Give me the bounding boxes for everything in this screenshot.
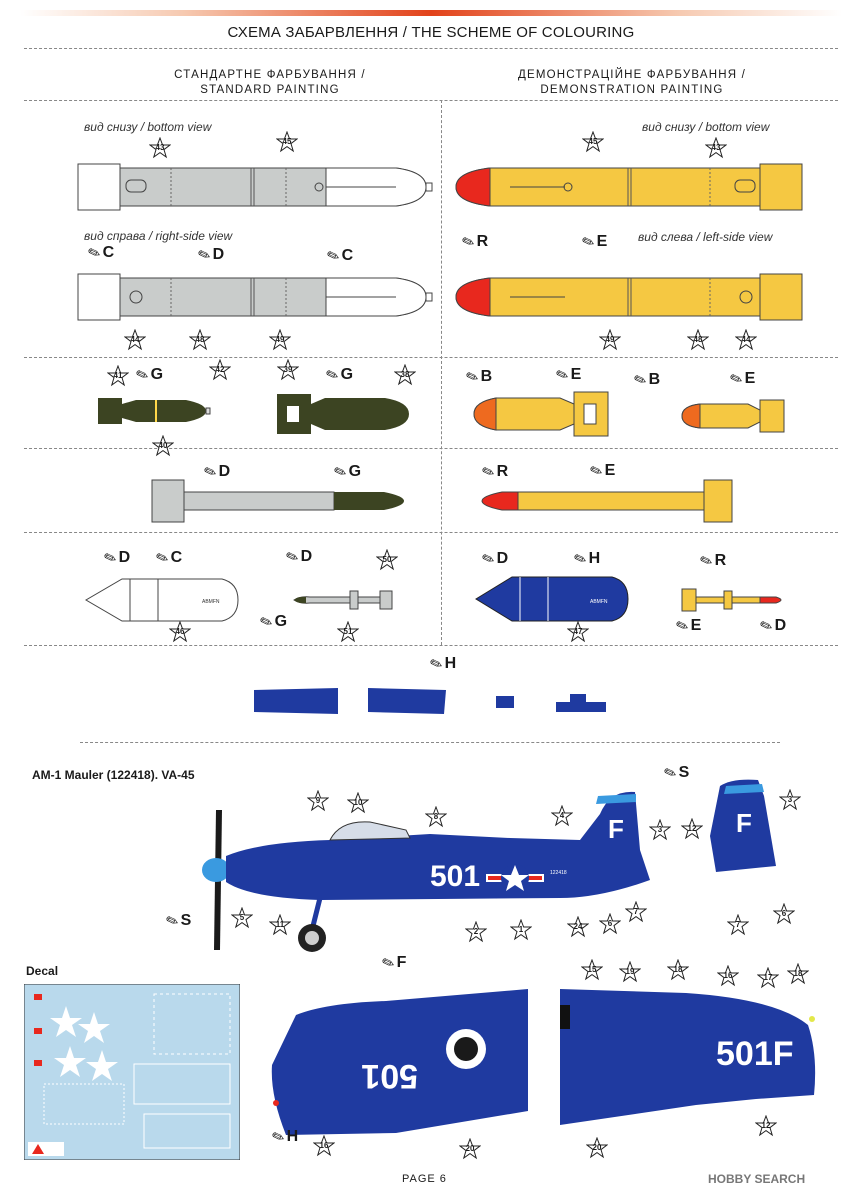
ref-star-16 (313, 1135, 335, 1157)
blue-parts-strip (250, 684, 610, 718)
brush-icon: ✎ (553, 365, 572, 386)
divider-4 (24, 532, 838, 533)
ref-star-6 (773, 903, 795, 925)
ref-star-label: 6 (781, 909, 787, 918)
wing-underside-right (556, 985, 821, 1140)
paint-ref-g-4: ✎ G (257, 612, 288, 633)
brush-icon: ✎ (463, 367, 482, 388)
ref-star-label: 44 (741, 335, 751, 344)
ref-star-label: 38 (400, 370, 410, 379)
tail-code: F (608, 814, 624, 844)
ref-star-18 (787, 963, 809, 985)
brush-icon: ✎ (479, 549, 498, 570)
bureau-number: 122418 (550, 870, 567, 876)
wing-code-inverted: 501 (361, 1057, 418, 1095)
ref-star-7 (727, 914, 749, 936)
divider-5 (24, 645, 838, 646)
bomb-large-standard (275, 388, 415, 440)
ref-star-9 (307, 790, 329, 812)
brush-icon: ✎ (257, 612, 276, 633)
standard-heading-en: STANDARD PAINTING (200, 84, 340, 96)
column-divider (441, 100, 442, 645)
ref-star-label: 19 (625, 967, 635, 976)
drop-tank-side-demo (450, 270, 810, 326)
page-number: PAGE 6 (402, 1173, 447, 1185)
ref-star-label: 46 (175, 627, 185, 636)
brush-icon: ✎ (631, 370, 650, 391)
brush-icon: ✎ (571, 549, 590, 570)
brush-icon: ✎ (727, 369, 746, 390)
ref-star-label: 10 (353, 798, 363, 807)
paint-ref-r: ✎ R (459, 232, 489, 253)
ref-star-50 (376, 549, 398, 571)
ref-star-label: 51 (343, 627, 353, 636)
demo-heading-ua: ДЕМОНСТРАЦІЙНЕ ФАРБУВАННЯ / (517, 69, 747, 81)
ref-star-label: 24 (573, 922, 583, 931)
paint-ref-g: ✎ G (133, 365, 164, 386)
drop-tank-bottom-demo (450, 160, 810, 216)
brush-icon: ✎ (201, 462, 220, 483)
ref-star-label: 16 (319, 1141, 329, 1150)
ref-star-label: 47 (573, 627, 583, 636)
ref-star-45 (276, 131, 298, 153)
rocket-demo (478, 478, 738, 524)
ref-star-51 (337, 621, 359, 643)
ref-star-label: 18 (673, 965, 683, 974)
brush-icon: ✎ (195, 245, 214, 266)
wing-underside-left (266, 985, 536, 1150)
brush-icon: ✎ (587, 461, 606, 482)
drop-tank-bottom-standard (76, 160, 436, 216)
paint-ref-h: ✎ H (571, 549, 601, 570)
brush-icon: ✎ (757, 616, 776, 637)
ref-star-18 (667, 959, 689, 981)
tail-code-right: F (736, 808, 752, 838)
ref-star-7 (625, 901, 647, 923)
pod-stencil: ABMFN (202, 599, 220, 605)
brush-icon: ✎ (269, 1127, 288, 1148)
paint-ref-d-2: ✎ D (201, 462, 231, 483)
brush-icon: ✎ (163, 911, 182, 932)
ref-star-12 (681, 818, 703, 840)
brush-icon: ✎ (153, 548, 172, 569)
paint-ref-b-2: ✎ B (631, 370, 661, 391)
ref-star-15 (581, 959, 603, 981)
ref-star-label: 5 (239, 913, 245, 922)
brush-icon: ✎ (579, 232, 598, 253)
drop-tank-side-standard (76, 270, 436, 326)
pod-demo (472, 573, 632, 625)
ref-star-label: 39 (283, 365, 293, 374)
ref-star-48 (687, 329, 709, 351)
ref-star-label: 1 (518, 925, 524, 934)
paint-ref-d: ✎ D (195, 245, 225, 266)
paint-ref-e-3: ✎ E (727, 369, 756, 390)
paint-ref-h-2: ✎ H (427, 654, 457, 675)
bomb-small-standard (96, 386, 216, 436)
brush-icon: ✎ (85, 243, 104, 264)
ref-star-2 (465, 921, 487, 943)
ref-star-19 (619, 961, 641, 983)
bomb-large-demo (470, 388, 610, 440)
paint-ref-s-2: ✎ S (163, 911, 192, 932)
bomb-small-demo (678, 396, 790, 436)
ref-star-46 (169, 621, 191, 643)
ref-star-11 (269, 914, 291, 936)
aircraft-title: AM-1 Mauler (122418). VA-45 (32, 768, 195, 782)
paint-ref-e-4: ✎ E (587, 461, 616, 482)
brush-icon: ✎ (427, 654, 446, 675)
decal-sheet (24, 984, 240, 1160)
ref-star-label: 7 (633, 907, 639, 916)
missile-standard (290, 585, 400, 615)
page-title: СХЕМА ЗАБАРВЛЕННЯ / THE SCHEME OF COLOURING (227, 24, 635, 41)
ref-star-8 (425, 806, 447, 828)
ref-star-48 (189, 329, 211, 351)
ref-star-20 (586, 1137, 608, 1159)
paint-ref-b: ✎ B (463, 367, 493, 388)
brush-icon: ✎ (661, 763, 680, 784)
ref-star-label: 43 (155, 143, 165, 152)
brush-icon: ✎ (331, 462, 350, 483)
title-rule (24, 48, 838, 49)
brush-icon: ✎ (697, 551, 716, 572)
bottom-view-label-right: вид снизу / bottom view (642, 120, 770, 134)
ref-star-4 (551, 805, 573, 827)
ref-star-label: 12 (761, 1121, 771, 1130)
paint-ref-g-3: ✎ G (331, 462, 362, 483)
ref-star-47 (567, 621, 589, 643)
ref-star-6 (599, 913, 621, 935)
ref-star-label: 2 (473, 927, 479, 936)
ref-star-41 (107, 365, 129, 387)
brush-icon: ✎ (459, 232, 478, 253)
ref-star-label: 6 (607, 919, 613, 928)
paint-ref-c-2: ✎ C (324, 246, 354, 267)
divider-3 (24, 448, 838, 449)
ref-star-20 (459, 1138, 481, 1160)
ref-star-label: 3 (787, 795, 793, 804)
paint-ref-g-2: ✎ G (323, 365, 354, 386)
ref-star-label: 7 (735, 920, 741, 929)
paint-ref-s: ✎ S (661, 763, 690, 784)
ref-star-label: 11 (275, 920, 285, 929)
standard-heading-ua: СТАНДАРТНЕ ФАРБУВАННЯ / (174, 69, 366, 81)
ref-star-label: 45 (588, 137, 598, 146)
paint-ref-d-6: ✎ D (757, 616, 787, 637)
ref-star-label: 8 (433, 812, 439, 821)
ref-star-label: 41 (113, 371, 123, 380)
cowl-code: 501 (228, 889, 240, 896)
pod-stencil-demo: ABMFN (590, 599, 608, 605)
missile-demo (680, 585, 790, 615)
ref-star-label: 48 (693, 335, 703, 344)
ref-star-label: 4 (559, 811, 565, 820)
ref-star-24 (567, 916, 589, 938)
ref-star-5 (231, 907, 253, 929)
ref-star-label: 18 (793, 969, 803, 978)
ref-star-label: 49 (605, 335, 615, 344)
ref-star-label: 17 (763, 973, 773, 982)
paint-ref-h-3: ✎ H (269, 1127, 299, 1148)
right-side-view-label: вид справа / right-side view (84, 229, 233, 243)
ref-star-44 (124, 329, 146, 351)
ref-star-label: 3 (657, 825, 663, 834)
ref-star-17 (757, 967, 779, 989)
paint-ref-c: ✎ C (85, 243, 115, 264)
pod-standard (82, 575, 242, 625)
ref-star-42 (209, 359, 231, 381)
paint-ref-f: ✎ F (379, 953, 407, 974)
ref-star-40 (152, 435, 174, 457)
wing-code: 501F (716, 1035, 794, 1073)
ref-star-10 (347, 792, 369, 814)
brush-icon: ✎ (673, 616, 692, 637)
brush-icon: ✎ (324, 246, 343, 267)
paint-ref-r-3: ✎ R (697, 551, 727, 572)
brush-icon: ✎ (133, 365, 152, 386)
ref-star-16 (717, 965, 739, 987)
ref-star-label: 15 (587, 965, 597, 974)
paint-ref-e-2: ✎ E (553, 365, 582, 386)
ref-star-1 (510, 919, 532, 941)
ref-star-label: 44 (130, 335, 140, 344)
bottom-view-label-left: вид снизу / bottom view (84, 120, 212, 134)
nose-code: 501 (430, 860, 481, 893)
ref-star-label: 12 (687, 824, 697, 833)
decal-title: Decal (26, 964, 59, 978)
ref-star-38 (394, 364, 416, 386)
ref-star-label: 48 (195, 335, 205, 344)
ref-star-43 (705, 137, 727, 159)
paint-ref-e-5: ✎ E (673, 616, 702, 637)
standard-painting-heading (110, 68, 430, 98)
ref-star-49 (269, 329, 291, 351)
ref-star-49 (599, 329, 621, 351)
left-side-view-label: вид слева / left-side view (638, 230, 773, 244)
ref-star-label: 20 (592, 1143, 602, 1152)
ref-star-label: 43 (711, 143, 721, 152)
ref-star-43 (149, 137, 171, 159)
rocket-standard (148, 478, 408, 524)
demo-heading-en: DEMONSTRATION PAINTING (540, 84, 724, 96)
paint-ref-d-3: ✎ D (101, 548, 131, 569)
ref-star-label: 45 (282, 137, 292, 146)
ref-star-label: 40 (158, 441, 168, 450)
ref-star-label: 42 (215, 365, 225, 374)
brush-icon: ✎ (479, 462, 498, 483)
divider-6 (80, 742, 780, 743)
ref-star-45 (582, 131, 604, 153)
brush-icon: ✎ (323, 365, 342, 386)
ref-star-label: 16 (723, 971, 733, 980)
header-accent-bar (20, 10, 842, 16)
ref-star-label: 50 (382, 555, 392, 564)
demo-painting-heading (472, 68, 792, 98)
brush-icon: ✎ (101, 548, 120, 569)
ref-star-39 (277, 359, 299, 381)
paint-ref-r-2: ✎ R (479, 462, 509, 483)
ref-star-label: 49 (275, 335, 285, 344)
ref-star-3 (649, 819, 671, 841)
paint-ref-e: ✎ E (579, 232, 608, 253)
paint-ref-c-3: ✎ C (153, 548, 183, 569)
ref-star-44 (735, 329, 757, 351)
paint-ref-d-4: ✎ D (283, 547, 313, 568)
paint-ref-d-5: ✎ D (479, 549, 509, 570)
ref-star-3 (779, 789, 801, 811)
watermark: HOBBY SEARCH (708, 1172, 806, 1186)
divider-1 (24, 100, 838, 101)
brush-icon: ✎ (379, 953, 398, 974)
ref-star-12 (755, 1115, 777, 1137)
ref-star-label: 20 (465, 1144, 475, 1153)
brush-icon: ✎ (283, 547, 302, 568)
ref-star-label: 9 (315, 796, 321, 805)
divider-2 (24, 357, 838, 358)
